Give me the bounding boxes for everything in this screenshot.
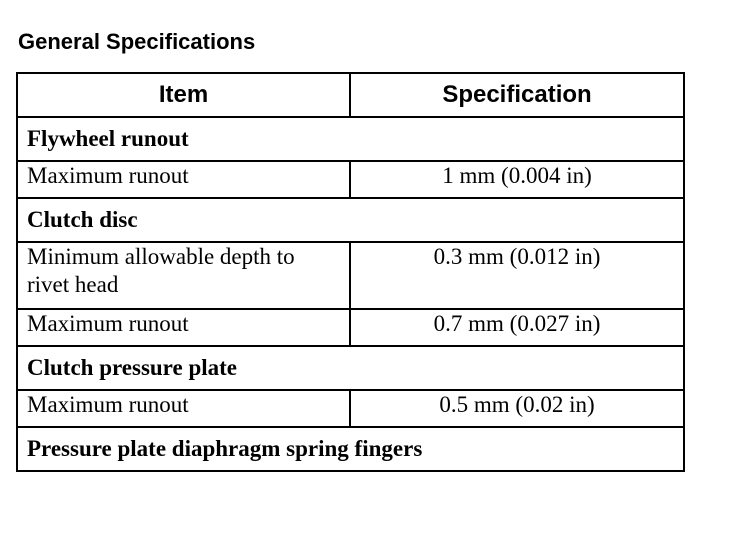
section-row xyxy=(17,427,684,471)
value-cell: 0.5 mm (0.02 in) xyxy=(350,390,684,427)
value-cell: 0.7 mm (0.027 in) xyxy=(350,309,684,346)
table-row xyxy=(17,390,684,427)
header-item: Item xyxy=(17,73,350,117)
item-cell: Maximum runout xyxy=(17,161,350,198)
section-row xyxy=(17,117,684,161)
value-cell: 1 mm (0.004 in) xyxy=(350,161,684,198)
specifications-table xyxy=(16,72,685,472)
section-label: Pressure plate diaphragm spring fingers xyxy=(17,427,684,471)
section-label: Clutch disc xyxy=(17,198,684,242)
section-row xyxy=(17,198,684,242)
section-label: Flywheel runout xyxy=(17,117,684,161)
table-row xyxy=(17,309,684,346)
section-label: Clutch pressure plate xyxy=(17,346,684,390)
table-row xyxy=(17,161,684,198)
header-specification: Specification xyxy=(350,73,684,117)
value-cell: 0.3 mm (0.012 in) xyxy=(350,242,684,309)
document-title: General Specifications xyxy=(18,29,256,54)
item-cell: Minimum allowable depth to rivet head xyxy=(17,242,350,309)
item-cell: Maximum runout xyxy=(17,309,350,346)
item-cell: Maximum runout xyxy=(17,390,350,427)
table-header-row xyxy=(17,73,684,117)
section-row xyxy=(17,346,684,390)
table-row xyxy=(17,242,684,309)
